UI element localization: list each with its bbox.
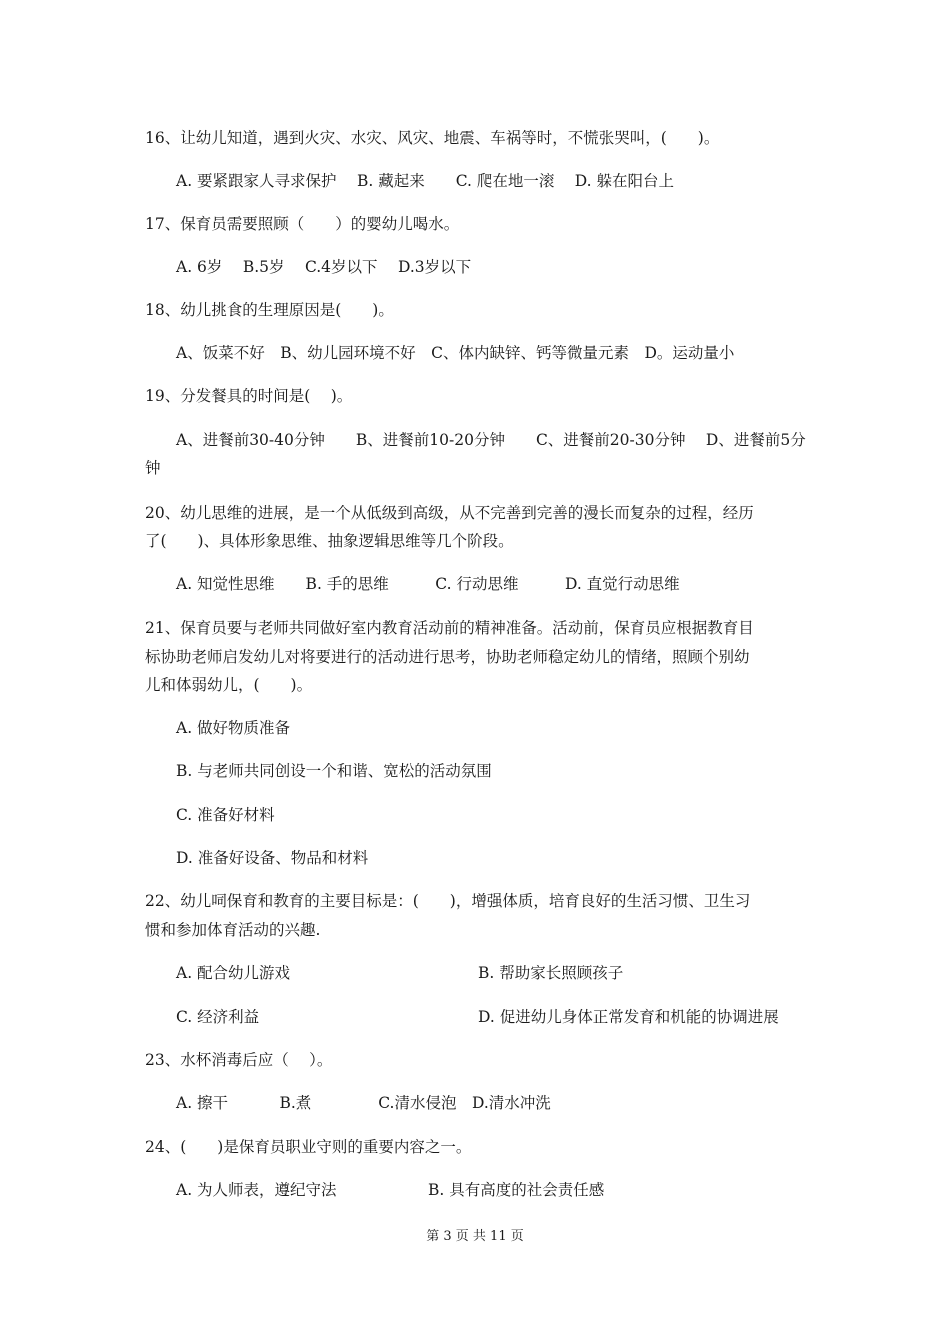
question-24-option-a: A. 为人师表，遵纪守法: [176, 1181, 337, 1199]
question-16-options: A. 要紧跟家人寻求保护 B. 藏起来 C. 爬在地一滚 D. 躲在阳台上: [176, 172, 675, 190]
question-21-option-b: B. 与老师共同创设一个和谐、宽松的活动氛围: [176, 762, 492, 780]
question-20-line-1: 20、幼儿思维的进展，是一个从低级到高级，从不完善到完善的漫长而复杂的过程，经历: [145, 504, 754, 522]
question-21-option-c: C. 准备好材料: [176, 806, 275, 824]
question-21-option-d: D. 准备好设备、物品和材料: [176, 849, 369, 867]
question-24-option-b: B. 具有高度的社会责任感: [428, 1181, 605, 1199]
question-19-options: A、进餐前30-40分钟 B、进餐前10-20分钟 C、进餐前20-30分钟 D、进餐前5分: [176, 431, 806, 449]
question-17: 17、保育员需要照顾（ ）的婴幼儿喝水。: [145, 215, 460, 233]
page-number-footer: 第 3 页 共 11 页: [426, 1229, 524, 1244]
question-21-option-a: A. 做好物质准备: [176, 719, 291, 737]
question-20-options: A. 知觉性思维 B. 手的思维 C. 行动思维 D. 直觉行动思维: [176, 575, 680, 593]
question-16: 16、让幼儿知道，遇到火灾、水灾、风灾、地震、车祸等时，不慌张哭叫，( )。: [145, 129, 720, 147]
question-22-option-d: D. 促进幼儿身体正常发育和机能的协调进展: [478, 1008, 779, 1026]
question-24: 24、( )是保育员职业守则的重要内容之一。: [145, 1138, 472, 1156]
question-19: 19、分发餐具的时间是( )。: [145, 387, 353, 405]
question-22-option-b: B. 帮助家长照顾孩子: [478, 964, 624, 982]
question-17-options: A. 6岁 B.5岁 C.4岁以下 D.3岁以下: [176, 258, 472, 276]
question-20-line-2: 了( )、具体形象思维、抽象逻辑思维等几个阶段。: [145, 532, 514, 550]
question-21-line-1: 21、保育员要与老师共同做好室内教育活动前的精神准备。活动前，保育员应根据教育目: [145, 619, 754, 637]
question-23-options: A. 擦干 B.煮 C.清水侵泡 D.清水冲洗: [176, 1094, 551, 1112]
question-21-line-2: 标协助老师启发幼儿对将要进行的活动进行思考，协助老师稳定幼儿的情绪，照顾个别幼: [145, 648, 750, 666]
question-22-option-a: A. 配合幼儿游戏: [176, 964, 291, 982]
question-23: 23、水杯消毒后应（ ）。: [145, 1051, 333, 1069]
question-19-options-continuation: 钟: [145, 459, 161, 477]
question-22-line-1: 22、幼儿呞保育和教育的主要目标是：( )，增强体质，培育良好的生活习惯、卫生习: [145, 892, 751, 910]
question-22-line-2: 惯和参加体育活动的兴趣.: [145, 921, 321, 939]
question-22-option-c: C. 经济利益: [176, 1008, 260, 1026]
question-18-options: A、饭菜不好 B、幼儿园环境不好 C、体内缺锌、钙等微量元素 D。运动量小: [176, 344, 735, 362]
question-18: 18、幼儿挑食的生理原因是( )。: [145, 301, 394, 319]
question-21-line-3: 儿和体弱幼儿，( )。: [145, 676, 313, 694]
